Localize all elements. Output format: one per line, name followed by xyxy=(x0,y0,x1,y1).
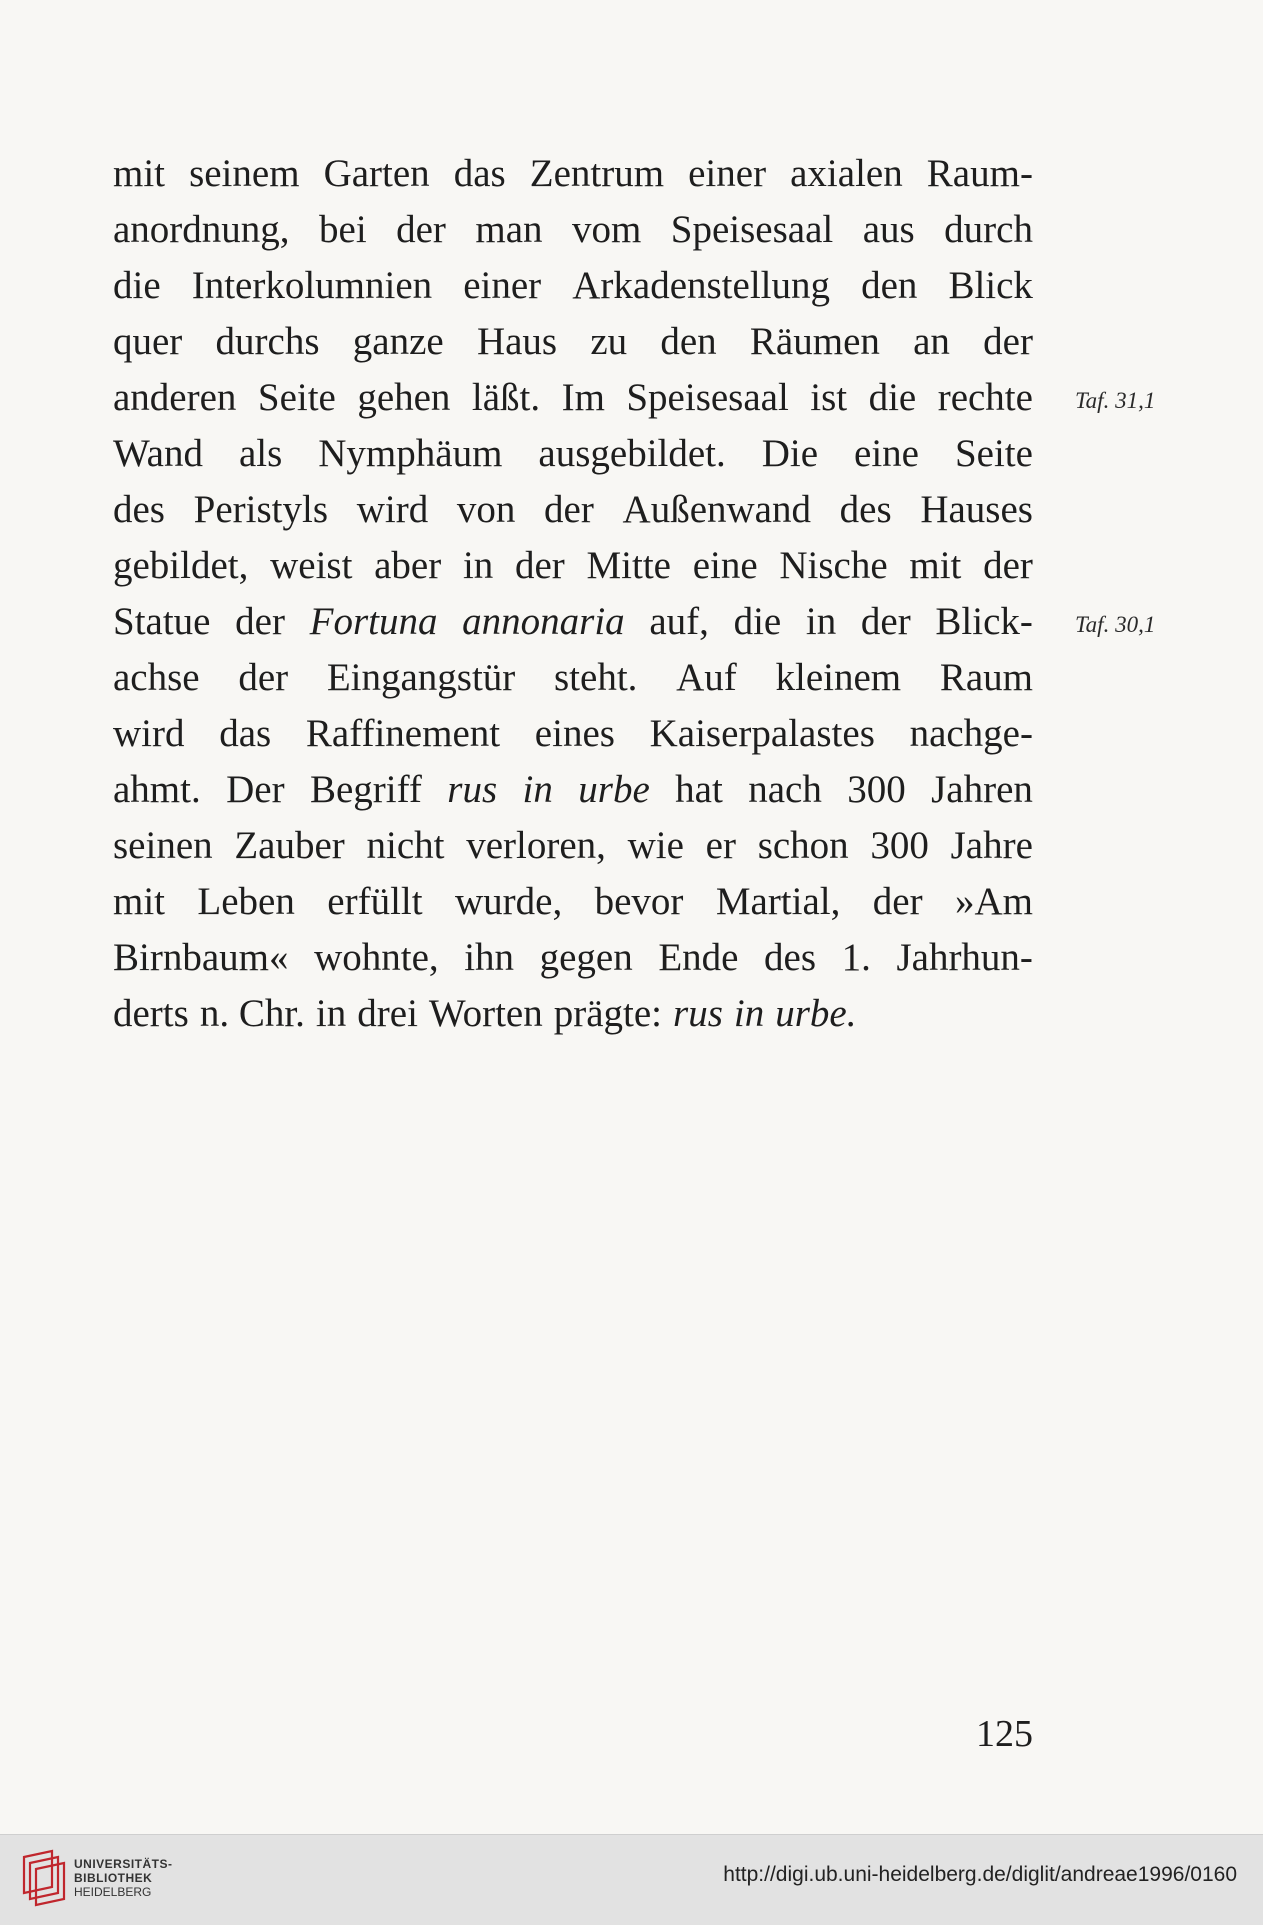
body-text xyxy=(113,146,1033,1042)
word: durchs xyxy=(215,320,320,363)
word: 300 xyxy=(847,768,906,811)
word: Begriff xyxy=(309,768,422,811)
word: schon xyxy=(757,824,849,867)
word: wird xyxy=(356,488,429,531)
italic-word: rus xyxy=(447,768,498,811)
word: Interkolumnien xyxy=(191,264,433,307)
text-line xyxy=(113,538,1033,594)
text-line xyxy=(113,874,1033,930)
word: einer xyxy=(688,152,767,195)
word: Der xyxy=(226,768,285,811)
word: kleinem xyxy=(775,656,902,699)
word: des xyxy=(764,936,817,979)
library-name-line1: UNIVERSITÄTS- xyxy=(74,1857,173,1871)
word: Garten xyxy=(323,152,430,195)
word: an xyxy=(913,320,950,363)
word: Auf xyxy=(676,656,737,699)
italic-word: in xyxy=(733,992,765,1035)
word: der xyxy=(514,544,565,587)
word: Mitte xyxy=(586,544,671,587)
word: Wand xyxy=(113,432,203,475)
word: wohnte, xyxy=(314,936,439,979)
word: Hauses xyxy=(920,488,1033,531)
word: Blick- xyxy=(935,600,1033,643)
word: anordnung, xyxy=(113,208,290,251)
word: Seite xyxy=(257,376,336,419)
word: drei xyxy=(357,992,418,1035)
word: Worten xyxy=(428,992,543,1035)
text-line xyxy=(113,594,1033,650)
word: Die xyxy=(761,432,819,475)
italic-word: Fortuna xyxy=(309,600,438,643)
text-line xyxy=(113,426,1033,482)
library-name xyxy=(74,1857,173,1899)
word: anderen xyxy=(113,376,237,419)
library-logo-icon xyxy=(18,1847,70,1911)
word: die xyxy=(868,376,917,419)
word: der xyxy=(983,320,1033,363)
word: n. Chr. xyxy=(199,992,305,1035)
word: von xyxy=(456,488,516,531)
word: man xyxy=(475,208,543,251)
word: die xyxy=(113,264,161,307)
word: weist xyxy=(270,544,353,587)
word: in xyxy=(805,600,837,643)
source-url[interactable]: http://digi.ub.uni-heidelberg.de/diglit/andreae1996/0160 xyxy=(723,1863,1237,1886)
text-line xyxy=(113,258,1033,314)
word: ahmt. xyxy=(113,768,201,811)
word: nicht xyxy=(366,824,445,867)
word: der xyxy=(983,544,1033,587)
word: Nische xyxy=(779,544,888,587)
italic-word: in xyxy=(522,768,553,811)
word: aber xyxy=(374,544,442,587)
word: Raum- xyxy=(926,152,1033,195)
word: in xyxy=(315,992,347,1035)
word: Haus xyxy=(476,320,558,363)
word: das xyxy=(453,152,506,195)
word: eine xyxy=(854,432,919,475)
word: gegen xyxy=(539,936,633,979)
text-line xyxy=(113,706,1033,762)
word: gebildet, xyxy=(113,544,249,587)
word: Blick xyxy=(948,264,1033,307)
word: 1. xyxy=(841,936,871,979)
word: des xyxy=(113,488,165,531)
word: Eingangstür xyxy=(326,656,516,699)
word: quer xyxy=(113,320,183,363)
italic-word: rus xyxy=(673,992,723,1035)
word: den xyxy=(861,264,918,307)
word: Speisesaal xyxy=(670,208,834,251)
word: mit xyxy=(909,544,962,587)
plate-reference: Taf. 30,1 xyxy=(1075,612,1156,637)
word: Ende xyxy=(658,936,739,979)
word: hat xyxy=(675,768,723,811)
word: den xyxy=(660,320,717,363)
footer-bar xyxy=(0,1834,1263,1925)
word: zu xyxy=(590,320,628,363)
word: als xyxy=(238,432,283,475)
word: der xyxy=(544,488,594,531)
word: Nymphäum xyxy=(318,432,503,475)
library-name-line3: HEIDELBERG xyxy=(74,1885,152,1899)
text-line xyxy=(113,370,1033,426)
word: Arkadenstellung xyxy=(572,264,830,307)
library-name-line2: BIBLIOTHEK xyxy=(74,1871,153,1885)
word: das xyxy=(219,712,272,755)
word: durch xyxy=(944,208,1033,251)
word: Statue xyxy=(113,600,211,643)
word: Jahre xyxy=(950,824,1033,867)
word: ist xyxy=(810,376,848,419)
word: wird xyxy=(113,712,185,755)
word: der xyxy=(860,600,911,643)
word: Zauber xyxy=(234,824,345,867)
word: bei xyxy=(319,208,367,251)
word: Raffinement xyxy=(305,712,501,755)
word: verloren, xyxy=(466,824,606,867)
word: ganze xyxy=(352,320,444,363)
text-line xyxy=(113,482,1033,538)
word: 300 xyxy=(870,824,929,867)
text-line xyxy=(113,314,1033,370)
word: wie xyxy=(627,824,684,867)
text-line xyxy=(113,762,1033,818)
word: in xyxy=(462,544,494,587)
word: Speisesaal xyxy=(626,376,789,419)
word: mit xyxy=(113,152,166,195)
word: derts xyxy=(113,992,189,1035)
text-line xyxy=(113,146,1033,202)
word: achse xyxy=(113,656,200,699)
word: die xyxy=(733,600,782,643)
word: ausgebildet. xyxy=(538,432,726,475)
word: auf, xyxy=(649,600,709,643)
word: steht. xyxy=(554,656,638,699)
word: Martial, xyxy=(715,880,841,923)
word: nachge- xyxy=(909,712,1033,755)
text-line xyxy=(113,930,1033,986)
word: erfüllt xyxy=(327,880,423,923)
word: vom xyxy=(572,208,642,251)
word: bevor xyxy=(594,880,684,923)
word: axialen xyxy=(790,152,903,195)
italic-word: annonaria xyxy=(462,600,625,643)
text-line xyxy=(113,986,1033,1042)
word: rechte xyxy=(937,376,1033,419)
word: wurde, xyxy=(454,880,563,923)
word: mit xyxy=(113,880,166,923)
word: Jahrhun- xyxy=(896,936,1033,979)
italic-word: urbe xyxy=(578,768,650,811)
word: einer xyxy=(463,264,542,307)
word: des xyxy=(839,488,892,531)
text-line xyxy=(113,202,1033,258)
word: Birnbaum« xyxy=(113,936,289,979)
word: seinem xyxy=(189,152,300,195)
word: eine xyxy=(692,544,758,587)
word: Peristyls xyxy=(193,488,329,531)
word: Außenwand xyxy=(622,488,811,531)
page-number: 125 xyxy=(976,1713,1033,1755)
word: Räumen xyxy=(749,320,880,363)
word: Zentrum xyxy=(529,152,665,195)
plate-reference: Taf. 31,1 xyxy=(1075,388,1156,413)
word: Kaiserpalastes xyxy=(649,712,875,755)
word: aus xyxy=(862,208,915,251)
word: läßt. xyxy=(471,376,541,419)
word: nach xyxy=(748,768,822,811)
word: Leben xyxy=(197,880,295,923)
word: prägte: xyxy=(553,992,663,1035)
word: der xyxy=(238,656,289,699)
word: gehen xyxy=(357,376,451,419)
word: eines xyxy=(534,712,615,755)
word: ihn xyxy=(464,936,515,979)
text-line xyxy=(113,650,1033,706)
word: »Am xyxy=(955,880,1033,923)
word: der xyxy=(396,208,446,251)
word: Jahren xyxy=(931,768,1033,811)
word: Seite xyxy=(954,432,1033,475)
italic-word: urbe. xyxy=(775,992,857,1035)
word: Raum xyxy=(939,656,1033,699)
word: der xyxy=(872,880,923,923)
text-line xyxy=(113,818,1033,874)
word: der xyxy=(235,600,285,643)
word: er xyxy=(705,824,736,867)
word: Im xyxy=(561,376,605,419)
word: seinen xyxy=(113,824,213,867)
